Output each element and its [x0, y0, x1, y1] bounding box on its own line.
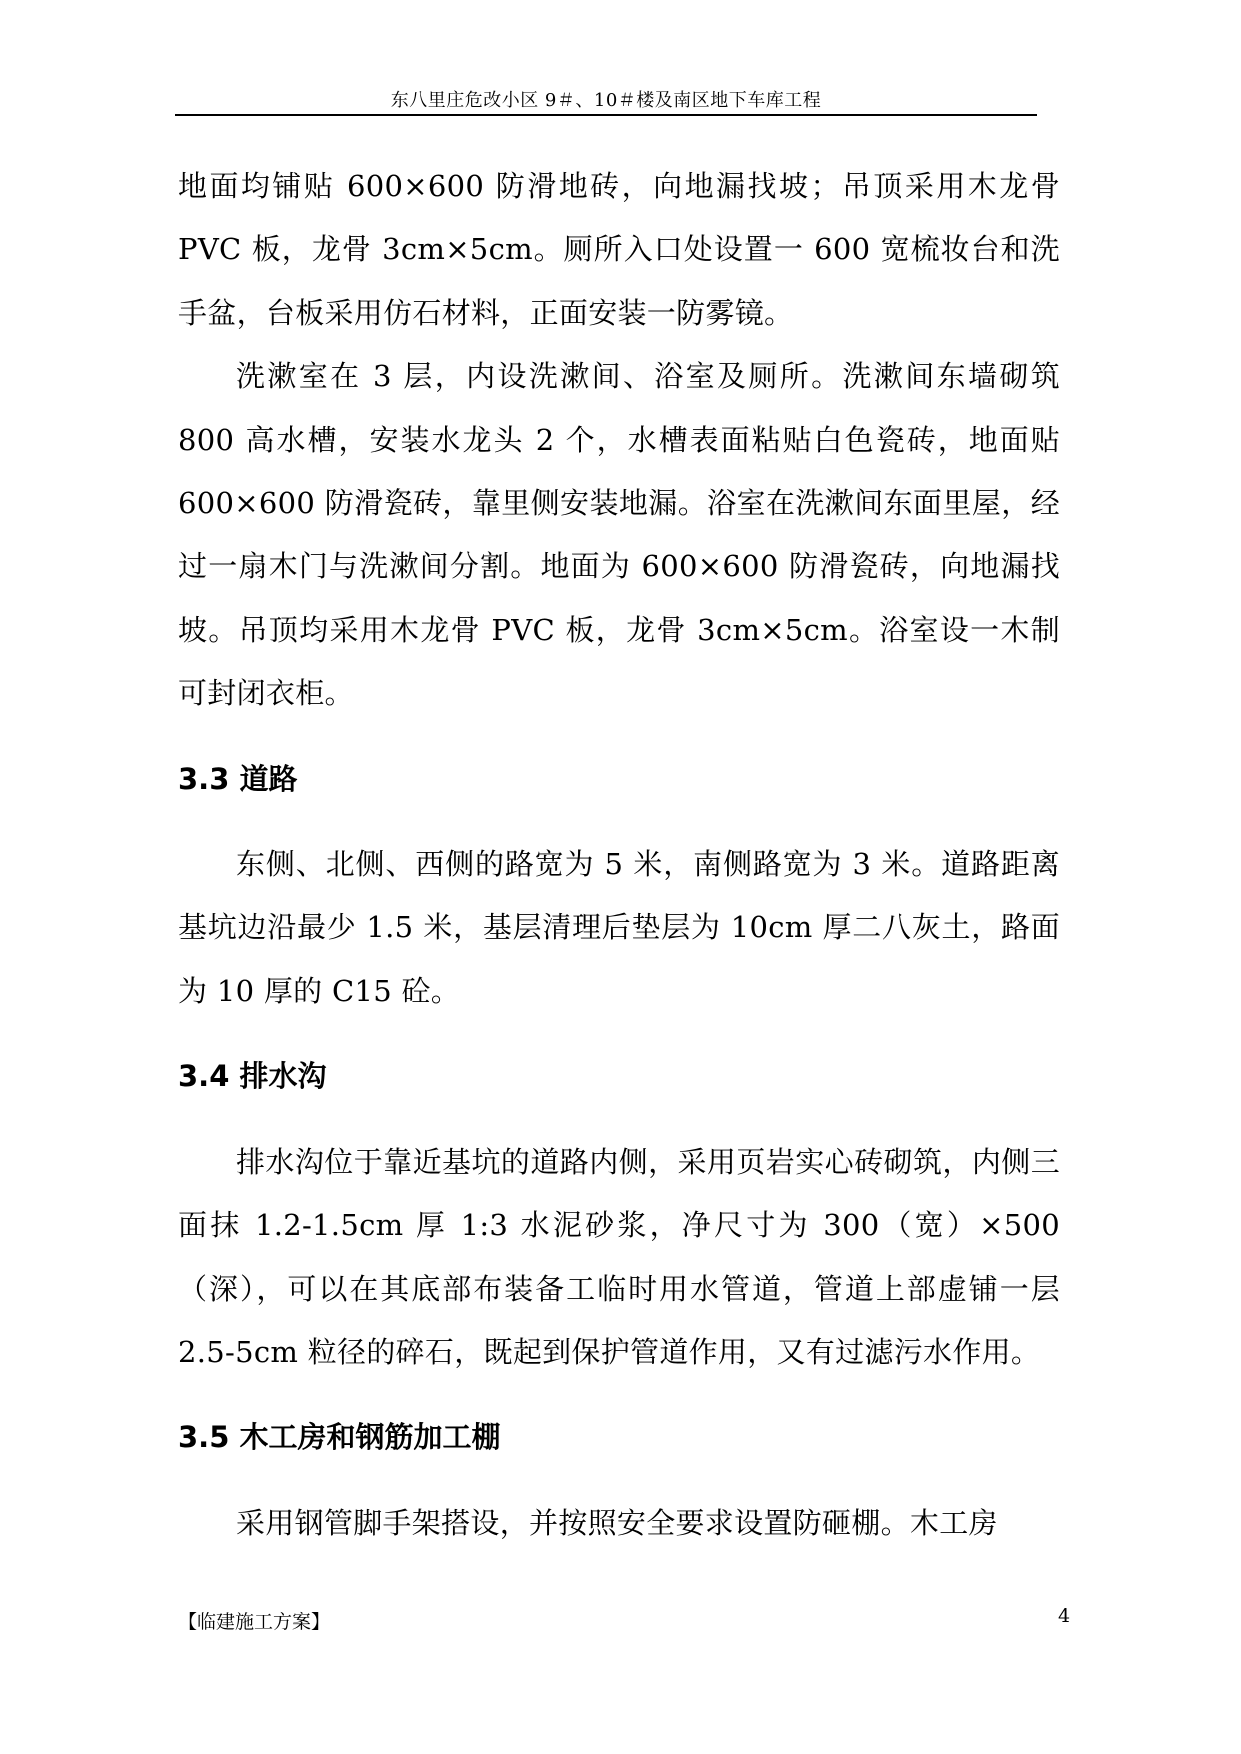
page-body: [178, 155, 1060, 1555]
paragraph-toilet-finish: 地面均铺贴 600×600 防滑地砖，向地漏找坡；吊顶采用木龙骨 PVC 板，龙骨 3cm×5cm。厕所入口处设置一 600 宽梳妆台和洗手盆，台板采用仿石材料，正面安装一防雾镜。: [178, 169, 1060, 330]
paragraph-washroom: 洗漱室在 3 层，内设洗漱间、浴室及厕所。洗漱间东墙砌筑 800 高水槽，安装水龙头 2 个，水槽表面粘贴白色瓷砖，地面贴 600×600 防滑瓷砖，靠里侧安装地漏。浴室在洗漱间东面里屋，经过一扇木门与洗漱间分割。地面为 600×600 防滑瓷砖，向地漏找坡。吊顶均采用木龙骨 PVC 板，龙骨 3cm×5cm。浴室设一木制可封闭衣柜。: [178, 359, 1060, 711]
section-heading-3-4: 3.4 排水沟: [178, 1059, 327, 1094]
header-rule: [175, 114, 1037, 116]
paragraph-drainage: 排水沟位于靠近基坑的道路内侧，采用页岩实心砖砌筑，内侧三面抹 1.2-1.5cm 厚 1:3 水泥砂浆，净尺寸为 300（宽）×500（深），可以在其底部布装备工临时用水管道，管道上部虚铺一层 2.5-5cm 粒径的碎石，既起到保护管道作用，又有过滤污水作用。: [178, 1144, 1060, 1369]
paragraph-roads: 东侧、北侧、西侧的路宽为 5 米，南侧路宽为 3 米。道路距离基坑边沿最少 1.5 米，基层清理后垫层为 10cm 厚二八灰土，路面为 10 厚的 C15 砼。: [178, 847, 1060, 1008]
section-heading-3-5: 3.5 木工房和钢筋加工棚: [178, 1420, 501, 1455]
footer-doc-label: 【临建施工方案】: [178, 1611, 331, 1633]
page-number: 4: [1058, 1605, 1071, 1627]
paragraph-workshop: 采用钢管脚手架搭设，并按照安全要求设置防砸棚。木工房: [236, 1505, 998, 1540]
running-header: 东八里庄危改小区 9＃、10＃楼及南区地下车库工程: [390, 90, 822, 111]
section-heading-3-3: 3.3 道路: [178, 761, 298, 796]
